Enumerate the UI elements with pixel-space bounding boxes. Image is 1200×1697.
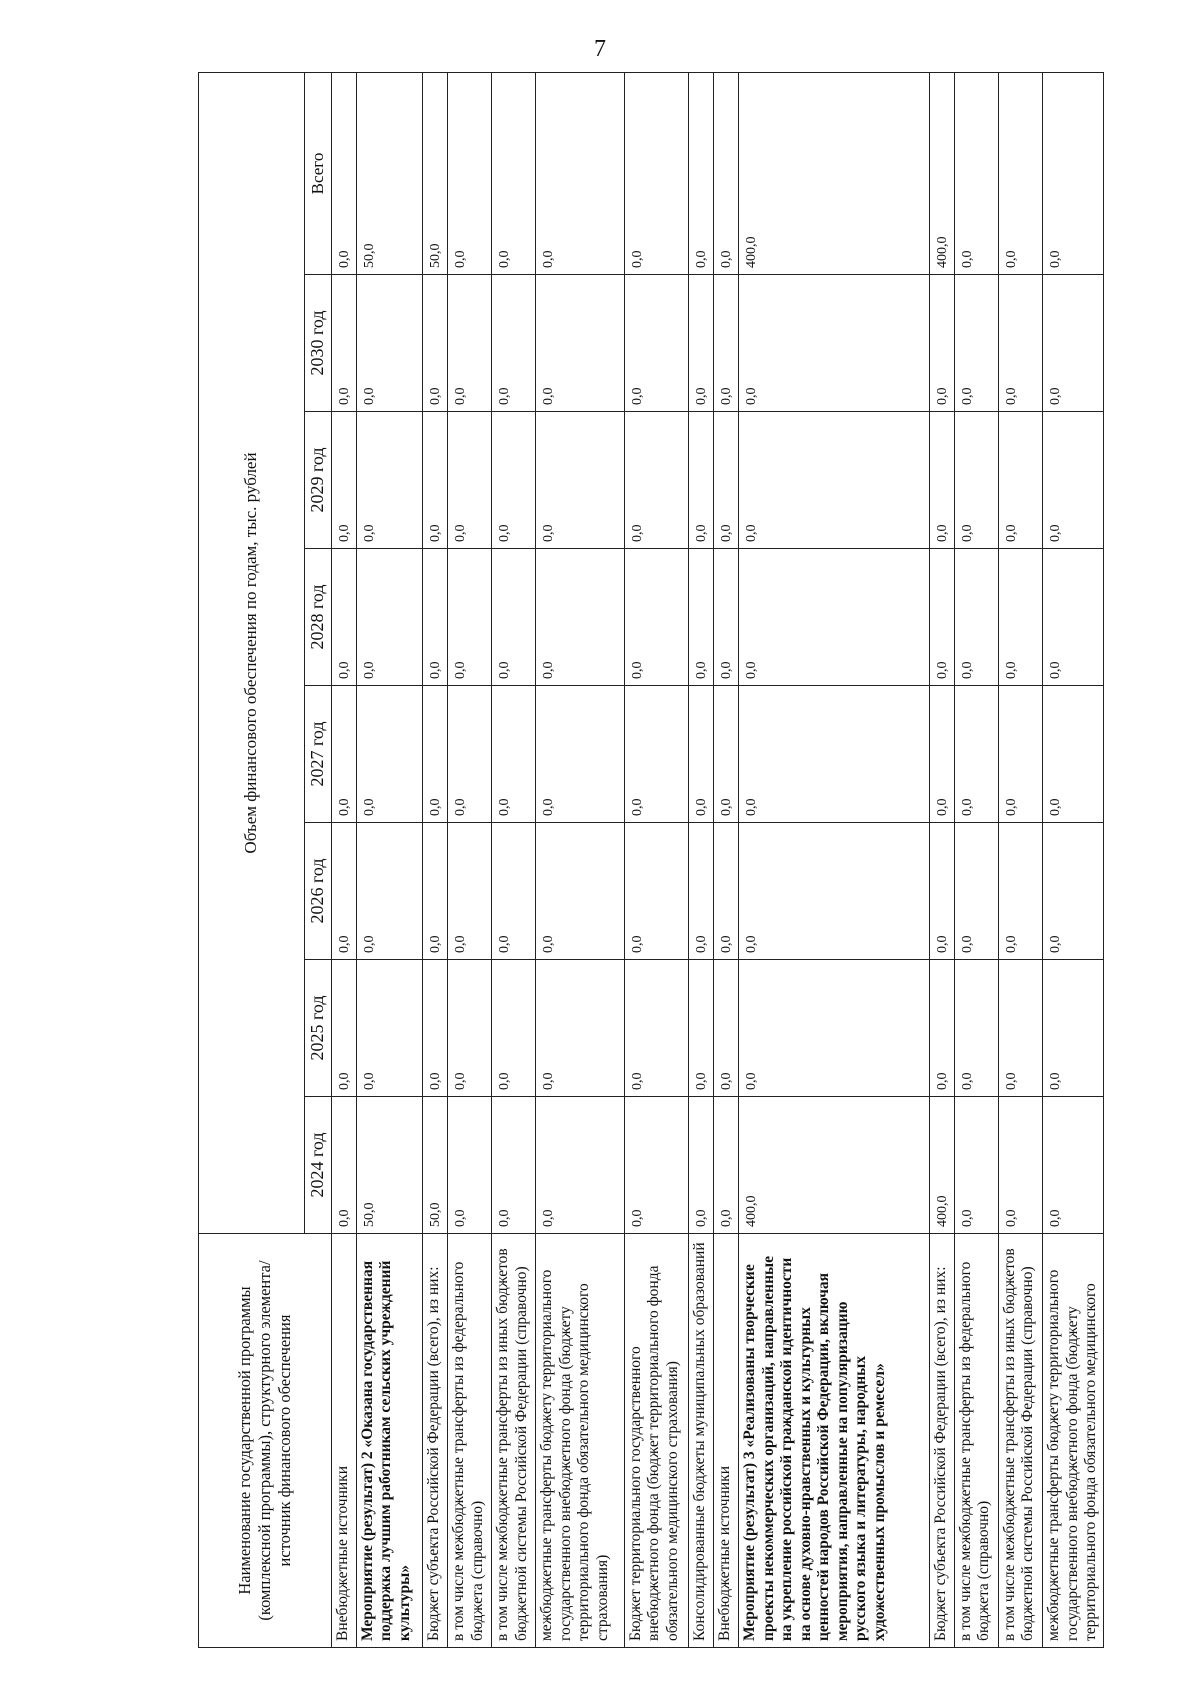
year-value-cell: 0,0 [624, 823, 688, 960]
year-value-cell: 0,0 [624, 1097, 688, 1234]
year-header-2027: 2027 год [305, 686, 332, 823]
table-row [422, 72, 447, 1647]
table-row [624, 72, 688, 1647]
row-label: в том числе межбюджетные трансферты из федерального бюджета (справочно) [447, 1234, 491, 1648]
financing-table [198, 72, 1104, 1648]
row-total-cell: 0,0 [447, 72, 491, 274]
year-value-cell: 0,0 [1042, 823, 1103, 960]
year-value-cell: 0,0 [356, 960, 422, 1097]
year-value-cell: 400,0 [738, 1097, 929, 1234]
year-value-cell: 0,0 [422, 549, 447, 686]
year-value-cell: 0,0 [536, 1097, 624, 1234]
year-value-cell: 0,0 [447, 960, 491, 1097]
total-header: Всего [305, 72, 332, 274]
year-value-cell: 0,0 [331, 412, 356, 549]
year-value-cell: 0,0 [492, 686, 536, 823]
year-value-cell: 0,0 [738, 823, 929, 960]
row-total-cell: 0,0 [331, 72, 356, 274]
table-row [331, 72, 356, 1647]
year-value-cell: 0,0 [929, 549, 954, 686]
year-header-2024: 2024 год [305, 1097, 332, 1234]
row-label: Внебюджетные источники [713, 1234, 738, 1648]
table-row [929, 72, 954, 1647]
year-value-cell: 0,0 [688, 960, 713, 1097]
year-value-cell: 0,0 [624, 549, 688, 686]
year-value-cell: 0,0 [331, 823, 356, 960]
table-row [998, 72, 1042, 1647]
table-rotation-wrapper [198, 73, 1104, 1648]
row-total-cell: 0,0 [998, 72, 1042, 274]
year-value-cell: 50,0 [356, 1097, 422, 1234]
year-value-cell: 0,0 [447, 549, 491, 686]
table-row [713, 72, 738, 1647]
year-value-cell: 0,0 [492, 823, 536, 960]
row-total-cell: 0,0 [688, 72, 713, 274]
year-value-cell: 0,0 [713, 549, 738, 686]
year-value-cell: 0,0 [624, 686, 688, 823]
page-number: 7 [594, 36, 606, 62]
year-value-cell: 0,0 [492, 549, 536, 686]
year-header-2028: 2028 год [305, 549, 332, 686]
year-value-cell: 0,0 [536, 275, 624, 412]
year-value-cell: 0,0 [356, 686, 422, 823]
year-value-cell: 0,0 [492, 1097, 536, 1234]
table-row [356, 72, 422, 1647]
year-value-cell: 0,0 [624, 412, 688, 549]
year-value-cell: 0,0 [929, 686, 954, 823]
year-value-cell: 0,0 [954, 1097, 998, 1234]
year-value-cell: 0,0 [738, 549, 929, 686]
table-row [536, 72, 624, 1647]
year-value-cell: 0,0 [492, 960, 536, 1097]
year-value-cell: 0,0 [954, 275, 998, 412]
row-total-cell: 0,0 [624, 72, 688, 274]
year-value-cell: 0,0 [998, 275, 1042, 412]
year-value-cell: 0,0 [422, 686, 447, 823]
row-total-cell: 0,0 [1042, 72, 1103, 274]
year-value-cell: 0,0 [356, 549, 422, 686]
year-value-cell: 0,0 [954, 412, 998, 549]
year-value-cell: 0,0 [738, 275, 929, 412]
year-value-cell: 0,0 [929, 412, 954, 549]
year-value-cell: 0,0 [331, 275, 356, 412]
row-label: в том числе межбюджетные трансферты из федерального бюджета (справочно) [954, 1234, 998, 1648]
year-value-cell: 0,0 [624, 275, 688, 412]
year-value-cell: 0,0 [954, 686, 998, 823]
year-value-cell: 0,0 [713, 1097, 738, 1234]
table-row [492, 72, 536, 1647]
financing-volume-header: Объем финансового обеспечения по годам, тыс. рублей [199, 72, 305, 1233]
year-value-cell: 0,0 [713, 686, 738, 823]
row-total-cell: 50,0 [356, 72, 422, 274]
year-value-cell: 0,0 [688, 549, 713, 686]
year-value-cell: 0,0 [998, 412, 1042, 549]
table-row [954, 72, 998, 1647]
year-value-cell: 0,0 [536, 960, 624, 1097]
year-value-cell: 0,0 [713, 823, 738, 960]
year-value-cell: 0,0 [998, 686, 1042, 823]
year-value-cell: 0,0 [998, 549, 1042, 686]
year-header-2030: 2030 год [305, 275, 332, 412]
year-value-cell: 0,0 [422, 412, 447, 549]
year-value-cell: 0,0 [447, 823, 491, 960]
year-value-cell: 0,0 [929, 275, 954, 412]
row-label: Бюджет субъекта Российской Федерации (всего), из них: [929, 1234, 954, 1648]
year-value-cell: 0,0 [422, 275, 447, 412]
year-value-cell: 0,0 [1042, 686, 1103, 823]
year-value-cell: 0,0 [356, 412, 422, 549]
year-value-cell: 0,0 [356, 275, 422, 412]
year-value-cell: 0,0 [536, 823, 624, 960]
row-label: Внебюджетные источники [331, 1234, 356, 1648]
year-value-cell: 0,0 [536, 686, 624, 823]
row-label: Бюджет территориального государственного внебюджетного фонда (бюджет территориального фонда обязательного медицинского страхования) [624, 1234, 688, 1648]
row-label: в том числе межбюджетные трансферты из иных бюджетов бюджетной системы Российской Федерации (справочно) [492, 1234, 536, 1648]
year-value-cell: 0,0 [688, 275, 713, 412]
year-value-cell: 0,0 [713, 275, 738, 412]
year-value-cell: 0,0 [688, 823, 713, 960]
year-value-cell: 0,0 [998, 823, 1042, 960]
year-value-cell: 0,0 [1042, 1097, 1103, 1234]
year-value-cell: 0,0 [536, 412, 624, 549]
rotated-landscape-page [198, 73, 1104, 1648]
year-value-cell: 0,0 [1042, 549, 1103, 686]
row-total-cell: 400,0 [929, 72, 954, 274]
year-value-cell: 0,0 [447, 412, 491, 549]
name-column-header: Наименование государственной программы (комплексной программы), структурного элемента/источник финансового обеспечения [199, 1234, 332, 1648]
year-value-cell: 0,0 [331, 549, 356, 686]
row-total-cell: 50,0 [422, 72, 447, 274]
year-value-cell: 0,0 [688, 412, 713, 549]
year-value-cell: 0,0 [738, 686, 929, 823]
row-label: в том числе межбюджетные трансферты из иных бюджетов бюджетной системы Российской Федерации (справочно) [998, 1234, 1042, 1648]
year-value-cell: 0,0 [738, 960, 929, 1097]
year-value-cell: 0,0 [738, 412, 929, 549]
year-value-cell: 0,0 [331, 960, 356, 1097]
year-header-2029: 2029 год [305, 412, 332, 549]
year-value-cell: 0,0 [998, 960, 1042, 1097]
row-total-cell: 0,0 [536, 72, 624, 274]
row-label: межбюджетные трансферты бюджету территориального государственного внебюджетного фонда (бюджету территориального фонда обязательного медицинского страхования) [536, 1234, 624, 1648]
year-value-cell: 0,0 [954, 823, 998, 960]
year-value-cell: 0,0 [688, 1097, 713, 1234]
year-value-cell: 400,0 [929, 1097, 954, 1234]
year-value-cell: 0,0 [954, 549, 998, 686]
year-value-cell: 0,0 [492, 275, 536, 412]
year-value-cell: 0,0 [713, 412, 738, 549]
year-value-cell: 0,0 [929, 823, 954, 960]
year-value-cell: 0,0 [954, 960, 998, 1097]
year-value-cell: 0,0 [492, 412, 536, 549]
year-value-cell: 0,0 [447, 1097, 491, 1234]
row-label: Бюджет субъекта Российской Федерации (всего), из них: [422, 1234, 447, 1648]
year-value-cell: 0,0 [1042, 412, 1103, 549]
year-value-cell: 0,0 [998, 1097, 1042, 1234]
year-value-cell: 0,0 [356, 823, 422, 960]
row-total-cell: 400,0 [738, 72, 929, 274]
year-value-cell: 0,0 [1042, 275, 1103, 412]
year-value-cell: 0,0 [688, 686, 713, 823]
table-row [688, 72, 713, 1647]
row-total-cell: 0,0 [492, 72, 536, 274]
table-row [447, 72, 491, 1647]
year-value-cell: 50,0 [422, 1097, 447, 1234]
year-value-cell: 0,0 [331, 686, 356, 823]
year-value-cell: 0,0 [713, 960, 738, 1097]
row-label: Консолидированные бюджеты муниципальных образований [688, 1234, 713, 1648]
year-value-cell: 0,0 [447, 686, 491, 823]
year-value-cell: 0,0 [422, 960, 447, 1097]
year-header-2026: 2026 год [305, 823, 332, 960]
year-header-2025: 2025 год [305, 960, 332, 1097]
year-value-cell: 0,0 [624, 960, 688, 1097]
table-row [738, 72, 929, 1647]
year-value-cell: 0,0 [331, 1097, 356, 1234]
year-value-cell: 0,0 [1042, 960, 1103, 1097]
row-label: межбюджетные трансферты бюджету территориального государственного внебюджетного фонда (бюджету территориального фонда обязательного медицинского [1042, 1234, 1103, 1648]
row-total-cell: 0,0 [713, 72, 738, 274]
table-body [331, 72, 1103, 1647]
year-value-cell: 0,0 [536, 549, 624, 686]
row-total-cell: 0,0 [954, 72, 998, 274]
year-value-cell: 0,0 [929, 960, 954, 1097]
year-value-cell: 0,0 [447, 275, 491, 412]
year-value-cell: 0,0 [422, 823, 447, 960]
table-row [1042, 72, 1103, 1647]
row-label: Мероприятие (результат) 3 «Реализованы творческие проекты некоммерческих организаций, направленные на укрепление российской гражданской идентичности на основе духовно-нравственных и культурных ценностей народов Российской Федерации, включая мероприятия, направленные на популяризацию русского языка и литературы, народных художественных промыслов и ремесел» [738, 1234, 929, 1648]
row-label: Мероприятие (результат) 2 «Оказана государственная поддержка лучшим работникам сельских учреждений культуры» [356, 1234, 422, 1648]
